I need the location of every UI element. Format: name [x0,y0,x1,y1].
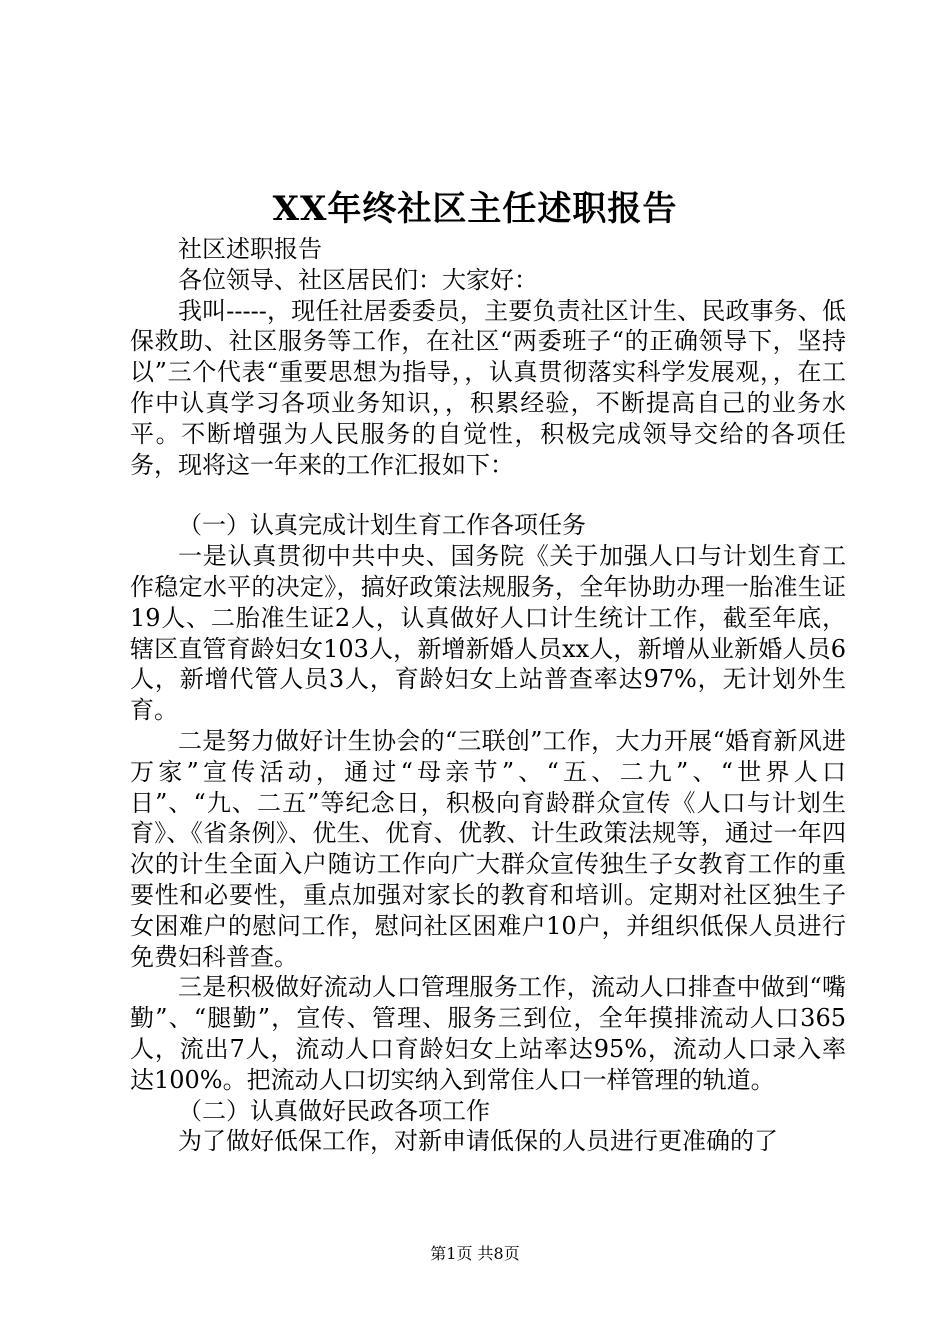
paragraph-low-income: 为了做好低保工作，对新申请低保的人员进行更准确的了 [178,1127,778,1156]
paragraph-item-three: 三是积极做好流动人口管理服务工作，流动人口排查中做到“嘴勤”、“腿勤”，宣传、管理、服务三到位，全年摸排流动人口365人，流出7人，流动人口育龄妇女上站率达95%，流动人口录入率达100%。把流动人口切实纳入到常住人口一样管理的轨道。 [130,973,846,1094]
paragraph-intro: 我叫-----，现任社居委委员，主要负责社区计生、民政事务、低保救助、社区服务等工作，在社区“两委班子“的正确领导下，坚持以”三个代表“重要思想为指导，，认真贯彻落实科学发展观，，在工作中认真学习各项业务知识，，积累经验，不断提高自己的业务水平。不断增强为人民服务的自觉性，积极完成领导交给的各项任务，现将这一年来的工作汇报如下： [130,296,846,479]
page-number-footer: 第1页 共8页 [430,1244,520,1263]
section-heading-civil-affairs: （二）认真做好民政各项工作 [178,1096,490,1125]
document-title: XX年终社区主任述职报告 [272,189,678,229]
document-body [130,234,846,1157]
paragraph-greeting: 各位领导、社区居民们：大家好： [178,265,538,294]
paragraph-item-two: 二是努力做好计生协会的“三联创”工作，大力开展“婚育新风进万家”宣传活动，通过“母亲节”、“五、二九”、“世界人口日”、“九、二五”等纪念日，积极向育龄群众宣传《人口与计划生育》、《省条例》、优生、优育、优教、计生政策法规等，通过一年四次的计生全面入户随访工作向广大群众宣传独生子女教育工作的重要性和必要性，重点加强对家长的教育和培训。定期对社区独生子女困难户的慰问工作，慰问社区困难户10户，并组织低保人员进行免费妇科普查。 [130,726,846,971]
paragraph-item-one: 一是认真贯彻中共中央、国务院《关于加强人口与计划生育工作稳定水平的决定》，搞好政策法规服务，全年协助办理一胎准生证19人、二胎准生证2人，认真做好人口计生统计工作，截至年底，辖区直管育龄妇女103人，新增新婚人员xx人，新增从业新婚人员6人，新增代管人员3人，育龄妇女上站普查率达97%，无计划外生育。 [130,542,846,725]
paragraph-subtitle: 社区述职报告 [178,235,322,263]
section-heading-family-planning: （一）认真完成计划生育工作各项任务 [178,511,586,540]
